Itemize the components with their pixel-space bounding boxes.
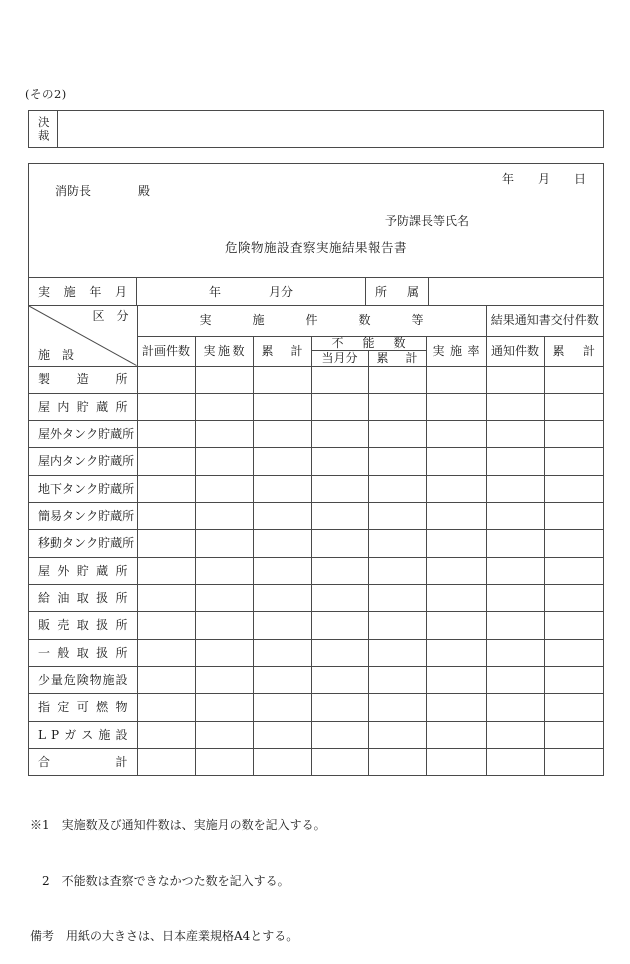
empty-cell: [544, 475, 603, 502]
empty-cell: [486, 667, 544, 694]
report-table: [29, 306, 603, 775]
facility-label: 販 売 取 扱 所: [38, 618, 128, 633]
empty-cell: [253, 393, 311, 420]
period-value: 年 月分: [208, 285, 293, 299]
empty-cell: [195, 448, 253, 475]
empty-cell: [368, 585, 426, 612]
empty-cell: [253, 749, 311, 775]
empty-cell: [368, 694, 426, 721]
empty-cell: [426, 557, 486, 584]
empty-cell: [137, 749, 195, 775]
empty-cell: [253, 639, 311, 666]
empty-cell: [137, 393, 195, 420]
empty-cell: [137, 667, 195, 694]
facility-label: 指 定 可 燃 物: [38, 700, 128, 715]
empty-cell: [253, 694, 311, 721]
facility-label-cell: [29, 393, 137, 420]
facility-row: [29, 721, 603, 748]
facility-row: [29, 639, 603, 666]
empty-cell: [195, 421, 253, 448]
facility-label: 合 計: [38, 754, 128, 769]
facility-row: [29, 503, 603, 530]
empty-cell: [426, 503, 486, 530]
empty-cell: [137, 448, 195, 475]
corner-label-category: 区 分: [92, 309, 129, 323]
empty-cell: [311, 667, 368, 694]
empty-cell: [195, 503, 253, 530]
facility-label-cell: [29, 448, 137, 475]
col-implemented-header: 実 施 数: [195, 336, 253, 366]
col-notified-header: 通知件数: [486, 336, 544, 366]
col-cumulative-header: 累 計: [253, 336, 311, 366]
empty-cell: [137, 557, 195, 584]
empty-cell: [195, 639, 253, 666]
empty-cell: [486, 503, 544, 530]
empty-cell: [544, 503, 603, 530]
empty-cell: [486, 421, 544, 448]
facility-row: [29, 667, 603, 694]
empty-cell: [368, 721, 426, 748]
empty-cell: [137, 366, 195, 393]
empty-cell: [368, 366, 426, 393]
empty-cell: [311, 612, 368, 639]
empty-cell: [253, 612, 311, 639]
empty-cell: [486, 749, 544, 775]
empty-cell: [137, 694, 195, 721]
empty-cell: [544, 448, 603, 475]
empty-cell: [137, 585, 195, 612]
empty-cell: [426, 721, 486, 748]
facility-row: [29, 530, 603, 557]
empty-cell: [544, 393, 603, 420]
empty-cell: [368, 475, 426, 502]
empty-cell: [426, 475, 486, 502]
facility-label-cell: [29, 694, 137, 721]
empty-cell: [368, 503, 426, 530]
empty-cell: [486, 639, 544, 666]
facility-row: [29, 749, 603, 775]
empty-cell: [253, 475, 311, 502]
empty-cell: [195, 393, 253, 420]
approval-label: 決裁: [36, 115, 51, 143]
col-planned-header: 計画件数: [137, 336, 195, 366]
empty-cell: [544, 585, 603, 612]
facility-label-cell: [29, 639, 137, 666]
empty-cell: [311, 366, 368, 393]
affiliation-label: 所 属: [375, 285, 419, 299]
empty-cell: [426, 694, 486, 721]
empty-cell: [426, 421, 486, 448]
facility-label-cell: [29, 612, 137, 639]
empty-cell: [368, 749, 426, 775]
facility-row: [29, 421, 603, 448]
facility-row: [29, 585, 603, 612]
facility-label-cell: [29, 366, 137, 393]
empty-cell: [311, 585, 368, 612]
facility-label: L P ガ ス 施 設: [38, 727, 128, 742]
empty-cell: [544, 749, 603, 775]
facility-label: 簡 易 タ ン ク 貯 蔵 所: [38, 509, 135, 523]
empty-cell: [486, 475, 544, 502]
facility-row: [29, 475, 603, 502]
empty-cell: [368, 448, 426, 475]
facility-label: 屋 内 貯 蔵 所: [38, 399, 128, 414]
period-label: 実 施 年 月: [38, 285, 127, 299]
empty-cell: [426, 448, 486, 475]
signer-label: 予防課長等氏名: [385, 214, 470, 228]
empty-cell: [426, 612, 486, 639]
empty-cell: [253, 530, 311, 557]
report-title: 危険物施設査察実施結果報告書: [224, 240, 407, 255]
note-line: ※1 実施数及び通知件数は、実施月の数を記入する。: [30, 818, 326, 832]
empty-cell: [253, 667, 311, 694]
empty-cell: [544, 421, 603, 448]
empty-cell: [253, 557, 311, 584]
facility-row: [29, 393, 603, 420]
facility-row: [29, 366, 603, 393]
empty-cell: [137, 530, 195, 557]
group-notification-header: 結果通知書交付件数: [486, 306, 603, 336]
empty-cell: [195, 585, 253, 612]
empty-cell: [311, 721, 368, 748]
empty-cell: [544, 639, 603, 666]
corner-cell: [29, 306, 137, 366]
empty-cell: [137, 612, 195, 639]
empty-cell: [195, 612, 253, 639]
corner-label-facility: 施 設: [38, 347, 75, 362]
empty-cell: [426, 749, 486, 775]
facility-label: 地 下 タ ン ク 貯 蔵 所: [38, 481, 135, 496]
empty-cell: [311, 530, 368, 557]
empty-cell: [368, 667, 426, 694]
empty-cell: [311, 639, 368, 666]
col-impossible-cum-header: 累 計: [368, 350, 426, 366]
facility-label-cell: [29, 530, 137, 557]
empty-cell: [368, 612, 426, 639]
facility-label-cell: [29, 421, 137, 448]
empty-cell: [137, 421, 195, 448]
facility-label-cell: [29, 749, 137, 775]
col-rate-header: 実 施 率: [426, 336, 486, 366]
empty-cell: [426, 530, 486, 557]
empty-cell: [368, 393, 426, 420]
page-label: (その2): [25, 87, 67, 101]
empty-cell: [486, 721, 544, 748]
empty-cell: [486, 694, 544, 721]
facility-row: [29, 448, 603, 475]
facility-label: 製 造 所: [38, 372, 128, 387]
empty-cell: [544, 694, 603, 721]
period-row: [29, 277, 603, 306]
empty-cell: [311, 448, 368, 475]
empty-cell: [368, 421, 426, 448]
facility-label-cell: [29, 503, 137, 530]
period-label-cell: [29, 278, 137, 305]
approval-box: [28, 110, 604, 148]
date-line: 年 月 日: [501, 172, 586, 186]
affiliation-label-cell: [366, 278, 429, 305]
empty-cell: [195, 366, 253, 393]
facility-label-cell: [29, 557, 137, 584]
table-body: [29, 366, 603, 775]
empty-cell: [486, 393, 544, 420]
facility-label-cell: [29, 721, 137, 748]
empty-cell: [253, 366, 311, 393]
empty-cell: [195, 530, 253, 557]
empty-cell: [368, 530, 426, 557]
facility-label-cell: [29, 475, 137, 502]
facility-row: [29, 557, 603, 584]
empty-cell: [544, 530, 603, 557]
empty-cell: [368, 639, 426, 666]
empty-cell: [311, 421, 368, 448]
empty-cell: [253, 585, 311, 612]
empty-cell: [195, 557, 253, 584]
empty-cell: [426, 393, 486, 420]
honorific: 殿: [138, 184, 151, 198]
empty-cell: [544, 557, 603, 584]
facility-label-cell: [29, 667, 137, 694]
empty-cell: [486, 530, 544, 557]
empty-cell: [195, 721, 253, 748]
empty-cell: [426, 366, 486, 393]
empty-cell: [311, 503, 368, 530]
empty-cell: [544, 721, 603, 748]
col-impossible-header: 不 能 数: [311, 336, 426, 350]
approval-label-cell: [29, 111, 58, 147]
empty-cell: [195, 694, 253, 721]
addressee: 消防長: [55, 184, 92, 198]
empty-cell: [544, 667, 603, 694]
empty-cell: [253, 503, 311, 530]
facility-label: 一 般 取 扱 所: [38, 645, 128, 660]
empty-cell: [311, 694, 368, 721]
period-value-cell: [137, 278, 366, 305]
empty-cell: [311, 475, 368, 502]
col-impossible-month-header: 当月分: [311, 350, 368, 366]
facility-label: 少 量 危 険 物 施 設: [38, 672, 128, 687]
empty-cell: [195, 667, 253, 694]
empty-cell: [137, 721, 195, 748]
facility-row: [29, 694, 603, 721]
empty-cell: [544, 612, 603, 639]
empty-cell: [195, 475, 253, 502]
note-line: 備考 用紙の大きさは、日本産業規格A4とする。: [30, 929, 299, 943]
empty-cell: [544, 366, 603, 393]
empty-cell: [311, 557, 368, 584]
empty-cell: [426, 639, 486, 666]
approval-signature-space: [58, 111, 603, 147]
facility-label: 屋 外 タ ン ク 貯 蔵 所: [38, 427, 135, 442]
empty-cell: [368, 557, 426, 584]
empty-cell: [486, 612, 544, 639]
empty-cell: [253, 448, 311, 475]
empty-cell: [195, 749, 253, 775]
empty-cell: [426, 667, 486, 694]
empty-cell: [311, 393, 368, 420]
note-line: 2 不能数は査察できなかつた数を記入する。: [30, 873, 290, 888]
group-implementation-header: 実 施 件 数 等: [137, 306, 486, 336]
report-box: [28, 163, 604, 776]
empty-cell: [311, 749, 368, 775]
col-notified-cum-header: 累 計: [544, 336, 603, 366]
facility-label: 移 動 タ ン ク 貯 蔵 所: [38, 536, 135, 551]
footer-notes: [30, 779, 326, 964]
facility-row: [29, 612, 603, 639]
empty-cell: [486, 585, 544, 612]
facility-label-cell: [29, 585, 137, 612]
empty-cell: [486, 557, 544, 584]
empty-cell: [137, 503, 195, 530]
empty-cell: [486, 448, 544, 475]
empty-cell: [137, 475, 195, 502]
affiliation-value-cell: [429, 278, 603, 305]
empty-cell: [253, 421, 311, 448]
facility-label: 屋 外 貯 蔵 所: [38, 563, 128, 578]
facility-label: 屋 内 タ ン ク 貯 蔵 所: [38, 454, 135, 469]
empty-cell: [426, 585, 486, 612]
empty-cell: [137, 639, 195, 666]
facility-label: 給 油 取 扱 所: [38, 590, 128, 605]
empty-cell: [486, 366, 544, 393]
empty-cell: [253, 721, 311, 748]
addressee-line: [55, 182, 150, 199]
